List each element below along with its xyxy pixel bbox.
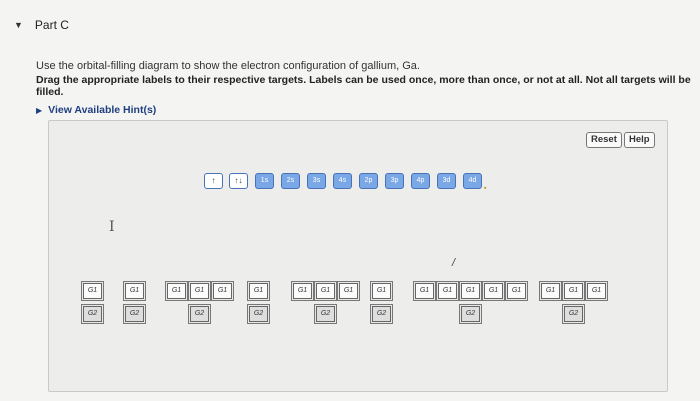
- g2-target[interactable]: G2: [316, 306, 335, 322]
- g1-target[interactable]: G1: [372, 283, 391, 299]
- instruction-text: Use the orbital-filling diagram to show the electron configuration of gallium, Ga.: [36, 60, 420, 72]
- g1-target[interactable]: G1: [293, 283, 312, 299]
- g2-target[interactable]: G2: [83, 306, 102, 322]
- label-orbital-3d[interactable]: 3d: [437, 173, 456, 189]
- view-hints-label: View Available Hint(s): [48, 104, 157, 116]
- label-paired-arrows[interactable]: ↑↓: [229, 173, 248, 189]
- cursor-mark-icon: /: [452, 257, 456, 269]
- label-orbital-4s[interactable]: 4s: [333, 173, 352, 189]
- label-orbital-1s[interactable]: 1s: [255, 173, 274, 189]
- g1-target[interactable]: G1: [587, 283, 606, 299]
- label-orbital-3p[interactable]: 3p: [385, 173, 404, 189]
- expand-triangle-icon: ▶: [36, 105, 43, 115]
- g1-target[interactable]: G1: [484, 283, 503, 299]
- label-single-arrow[interactable]: ↑: [204, 173, 223, 189]
- label-orbital-4p[interactable]: 4p: [411, 173, 430, 189]
- g1-target[interactable]: G1: [249, 283, 268, 299]
- g1-target[interactable]: G1: [339, 283, 358, 299]
- part-header[interactable]: [14, 18, 69, 32]
- tick-mark-icon: ▪: [484, 185, 487, 192]
- g1-target[interactable]: G1: [125, 283, 144, 299]
- label-orbital-2s[interactable]: 2s: [281, 173, 300, 189]
- g1-target[interactable]: G1: [316, 283, 335, 299]
- help-button[interactable]: Help: [624, 132, 655, 148]
- g2-target[interactable]: G2: [461, 306, 480, 322]
- label-orbital-3s[interactable]: 3s: [307, 173, 326, 189]
- g1-target[interactable]: G1: [83, 283, 102, 299]
- g2-target[interactable]: G2: [372, 306, 391, 322]
- g1-target[interactable]: G1: [167, 283, 186, 299]
- g1-target[interactable]: G1: [415, 283, 434, 299]
- collapse-caret-icon[interactable]: ▼: [14, 20, 23, 30]
- g1-target[interactable]: G1: [564, 283, 583, 299]
- text-cursor-icon: I: [109, 219, 115, 235]
- drag-instruction-text: Drag the appropriate labels to their respective targets. Labels can be used once, more than once, or not at all. Not all targets will be filled.: [36, 74, 691, 98]
- drag-drop-panel: [48, 120, 668, 392]
- g1-target[interactable]: G1: [461, 283, 480, 299]
- label-orbital-2p[interactable]: 2p: [359, 173, 378, 189]
- g2-target[interactable]: G2: [125, 306, 144, 322]
- part-title: Part C: [34, 18, 69, 32]
- g1-target[interactable]: G1: [190, 283, 209, 299]
- g1-target[interactable]: G1: [541, 283, 560, 299]
- g1-target[interactable]: G1: [213, 283, 232, 299]
- g1-target[interactable]: G1: [507, 283, 526, 299]
- g2-target[interactable]: G2: [249, 306, 268, 322]
- label-orbital-4d[interactable]: 4d: [463, 173, 482, 189]
- reset-button[interactable]: Reset: [586, 132, 622, 148]
- g2-target[interactable]: G2: [190, 306, 209, 322]
- g1-target[interactable]: G1: [438, 283, 457, 299]
- view-hints-link[interactable]: [36, 104, 156, 116]
- g2-target[interactable]: G2: [564, 306, 583, 322]
